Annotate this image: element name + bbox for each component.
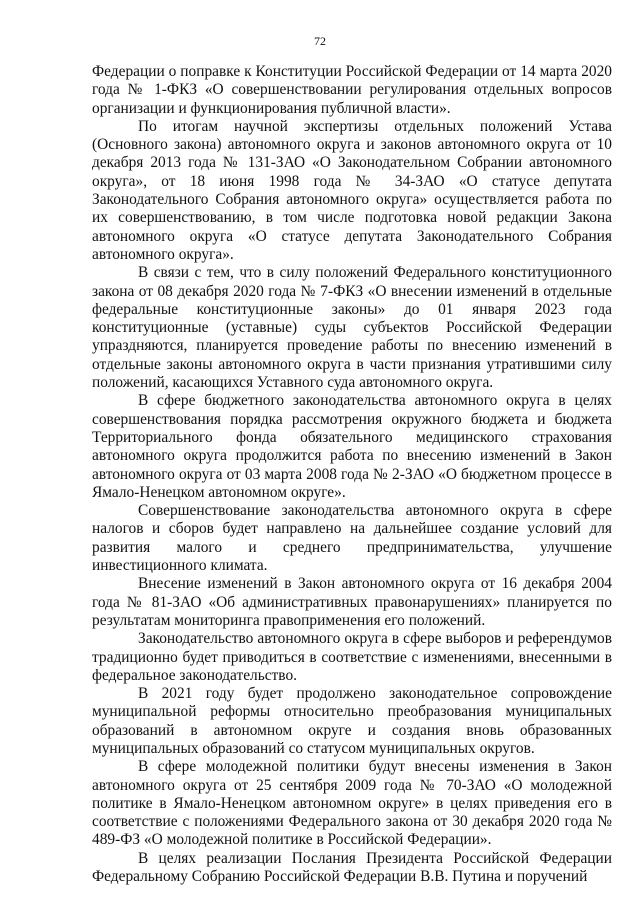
paragraph-elections: Законодательство автономного округа в сфере выборов и референдумов традиционно будет приводиться в соответствие с изменениями, внесенными в федеральное законодательство.: [92, 630, 612, 684]
page-number: 72: [314, 34, 326, 48]
paragraph-presidential-address: В целях реализации Послания Президента Российской Федерации Федеральному Собранию Российской Федерации В.В. Путина и поручений: [92, 849, 612, 886]
paragraph-administrative-offenses: Внесение изменений в Закон автономного округа от 16 декабря 2004 года № 81-ЗАО «Об административных правонарушениях» планируется по результатам мониторинга правоприменения его положений.: [92, 575, 612, 629]
document-body: [92, 63, 612, 886]
paragraph-charter-expertise: По итогам научной экспертизы отдельных положений Устава (Основного закона) автономного округа и законов автономного округа от 10 декабря 2013 года № 131-ЗАО «О Законодательном Собрании автономного округа», от 18 июня 1998 года № 34-ЗАО «О статусе депутата Законодательного Собрания автономного округа» осуществляется работа по их совершенствованию, в том числе подготовка новой редакции Закона автономного округа «О статусе депутата Законодательного Собрания автономного округа».: [92, 117, 612, 263]
paragraph-municipal-reform: В 2021 году будет продолжено законодательное сопровождение муниципальной реформы относительно преобразования муниципальных образований в автономном округе и создания вновь образованных муниципальных образований со статусом муниципальных округов.: [92, 685, 612, 757]
paragraph-constitutional-court: В связи с тем, что в силу положений Федерального конституционного закона от 08 декабря 2020 года № 7-ФКЗ «О внесении изменений в отдельные федеральные конституционные законы» до 01 января 2023 года конституционные (уставные) суды субъектов Российской Федерации упраздняются, планируется проведение работы по внесению изменений в отдельные законы автономного округа в части признания утратившими силу положений, касающихся Уставного суда автономного округа.: [92, 264, 612, 392]
paragraph-tax-legislation: Совершенствование законодательства автономного округа в сфере налогов и сборов будет направлено на дальнейшее создание условий для развития малого и среднего предпринимательства, улучшение инвестиционного климата.: [92, 502, 612, 575]
paragraph-continuation: Федерации о поправке к Конституции Российской Федерации от 14 марта 2020 года № 1-ФКЗ «О совершенствовании регулирования отдельных вопросов организации и функционирования публичной власти».: [92, 63, 612, 117]
paragraph-youth-policy: В сфере молодежной политики будут внесены изменения в Закон автономного округа от 25 сентября 2009 года № 70-ЗАО «О молодежной политике в Ямало-Ненецком автономном округе» в целях приведения его в соответствие с положениями Федерального закона от 30 декабря 2020 года № 489-ФЗ «О молодежной политике в Российской Федерации».: [92, 758, 612, 849]
paragraph-budget-legislation: В сфере бюджетного законодательства автономного округа в целях совершенствования порядка рассмотрения окружного бюджета и бюджета Территориального фонда обязательного медицинского страхования автономного округа продолжится работа по внесению изменений в Закон автономного округа от 03 марта 2008 года № 2-ЗАО «О бюджетном процессе в Ямало-Ненецком автономном округе».: [92, 392, 612, 501]
